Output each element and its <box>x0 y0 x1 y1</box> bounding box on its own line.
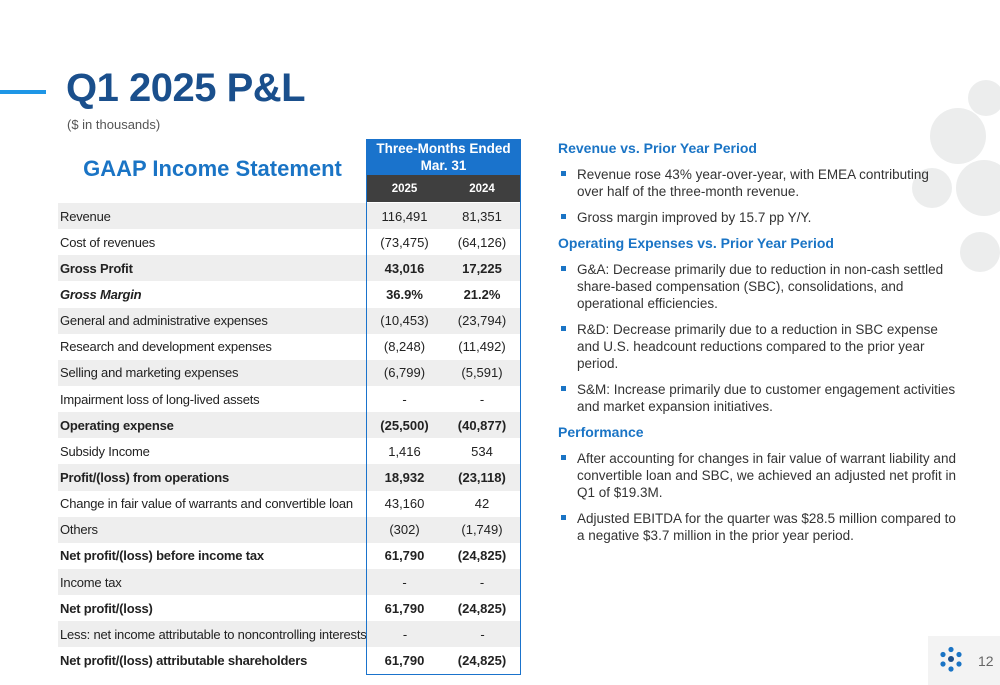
table-row <box>58 647 521 673</box>
bullet-text: R&D: Decrease primarily due to a reduction in SBC expense and U.S. headcount reductions compared to the prior year period. <box>577 322 938 371</box>
value-2024: (24,825) <box>457 600 507 616</box>
value-2025: 61,790 <box>384 548 425 564</box>
table-row <box>58 438 521 464</box>
table-row <box>58 386 521 412</box>
table-row <box>58 491 521 517</box>
bullet-text: S&M: Increase primarily due to customer engagement activities and market expansion initiatives. <box>577 382 956 414</box>
income-statement-table <box>58 203 521 674</box>
table-row <box>58 595 521 621</box>
table-row <box>58 229 521 255</box>
row-label: Less: net income attributable to noncontrolling interests <box>60 626 367 642</box>
section-heading: Operating Expenses vs. Prior Year Period <box>558 235 834 251</box>
year-header-row <box>366 175 521 202</box>
bullet-item <box>558 381 958 415</box>
bullet-item <box>558 166 958 200</box>
value-2024: 21.2% <box>463 286 501 302</box>
table-row <box>58 517 521 543</box>
row-label: Net profit/(loss) attributable shareholders <box>60 652 308 668</box>
value-2024: (23,794) <box>457 313 507 329</box>
bullet-item <box>558 510 958 544</box>
title-accent-bar <box>0 90 46 94</box>
value-2025: - <box>402 574 407 590</box>
row-label: Research and development expenses <box>60 339 272 355</box>
year-header-2024: 2024 <box>469 182 495 195</box>
value-2025: (10,453) <box>380 313 429 329</box>
value-2024: - <box>480 626 485 642</box>
row-label: Income tax <box>60 574 122 590</box>
value-2024: (1,749) <box>461 522 503 538</box>
row-label: Gross Margin <box>60 286 142 302</box>
value-2024: - <box>479 391 485 407</box>
value-2025: (8,248) <box>383 339 426 355</box>
bullet-item <box>558 450 958 501</box>
value-2025: 116,491 <box>381 208 428 224</box>
row-label: Cost of revenues <box>60 234 156 250</box>
bullet-item <box>558 209 958 226</box>
value-2025: - <box>402 626 408 642</box>
value-2025: 43,016 <box>384 260 425 276</box>
bullet-square-icon <box>561 386 566 391</box>
bullet-square-icon <box>561 515 566 520</box>
row-label: Subsidy Income <box>60 443 150 459</box>
row-label: Gross Profit <box>60 260 133 276</box>
value-2025: 36.9% <box>386 286 423 302</box>
bullet-text: Gross margin improved by 15.7 pp Y/Y. <box>577 210 812 225</box>
value-2024: (11,492) <box>458 339 506 355</box>
value-2024: (24,825) <box>457 652 507 668</box>
value-2025: 61,790 <box>384 652 425 668</box>
row-label: Revenue <box>60 208 111 224</box>
bullet-text: G&A: Decrease primarily due to reduction in non-cash settled share-based compensation (SBC), consolidations, and operational efficiencies. <box>577 262 944 311</box>
value-2024: (23,118) <box>458 469 506 485</box>
value-2025: (6,799) <box>383 365 426 381</box>
value-2024: 534 <box>471 443 493 459</box>
bullet-text: Revenue rose 43% year-over-year, with EMEA contributing over half of the three-month revenue. <box>577 167 929 199</box>
value-2024: (24,825) <box>457 548 507 564</box>
bullet-square-icon <box>561 455 566 460</box>
bullet-square-icon <box>561 171 566 176</box>
row-label: Selling and marketing expenses <box>60 365 239 381</box>
commentary-panel <box>558 140 958 553</box>
value-2025: (25,500) <box>380 417 429 433</box>
section-heading: Performance <box>558 424 644 440</box>
decorative-circle <box>956 160 1000 216</box>
table-row <box>58 203 521 229</box>
bullet-square-icon <box>561 214 566 219</box>
value-2024: 81,351 <box>462 208 502 224</box>
row-label: Others <box>60 522 98 538</box>
bullet-text: After accounting for changes in fair value of warrant liability and convertible loan and SBC, we achieved an adjusted net profit in Q1 of $19.3M. <box>577 451 956 500</box>
table-row <box>58 308 521 334</box>
table-row <box>58 569 521 595</box>
section-heading: Revenue vs. Prior Year Period <box>558 140 757 156</box>
table-row <box>58 255 521 281</box>
value-2025: 43,160 <box>384 496 425 512</box>
value-2025: (73,475) <box>380 234 429 250</box>
row-label: Profit/(loss) from operations <box>60 469 229 485</box>
value-2025: - <box>402 391 407 407</box>
table-row <box>58 334 521 360</box>
row-label: Change in fair value of warrants and convertible loan <box>60 496 353 512</box>
bullet-square-icon <box>561 326 566 331</box>
row-label: Net profit/(loss) <box>60 600 153 616</box>
page-title: Q1 2025 P&L <box>66 66 306 110</box>
value-2025: 18,932 <box>384 469 425 485</box>
bullet-item <box>558 261 958 312</box>
value-2025: 61,790 <box>384 600 425 616</box>
value-2024: (5,591) <box>461 365 503 381</box>
bullet-square-icon <box>561 266 566 271</box>
table-row <box>58 360 521 386</box>
value-2025: (302) <box>389 522 420 538</box>
table-row <box>58 621 521 647</box>
table-row <box>58 543 521 569</box>
value-2024: - <box>479 574 485 590</box>
row-label: Impairment loss of long-lived assets <box>60 391 260 407</box>
value-2025: 1,416 <box>388 443 421 459</box>
row-label: Net profit/(loss) before income tax <box>60 548 264 564</box>
bullet-text: Adjusted EBITDA for the quarter was $28.5 million compared to a negative $3.7 million in the prior year period. <box>577 511 956 543</box>
year-header-2025: 2025 <box>391 182 418 195</box>
value-2024: 42 <box>474 496 490 512</box>
company-logo-icon <box>938 646 964 674</box>
table-row <box>58 281 521 307</box>
bullet-item <box>558 321 958 372</box>
value-2024: 17,225 <box>462 260 502 276</box>
page-number: 12 <box>978 653 994 669</box>
row-label: General and administrative expenses <box>60 313 268 329</box>
decorative-circle <box>960 232 1000 272</box>
table-row <box>58 464 521 490</box>
value-2024: (64,126) <box>457 234 507 250</box>
table-row <box>58 412 521 438</box>
value-2024: (40,877) <box>457 417 507 433</box>
page-subtitle: ($ in thousands) <box>67 117 161 132</box>
row-label: Operating expense <box>60 417 174 433</box>
statement-title: GAAP Income Statement <box>83 156 342 181</box>
decorative-circle <box>968 80 1000 116</box>
period-header: Three-Months Ended Mar. 31 <box>366 139 521 175</box>
